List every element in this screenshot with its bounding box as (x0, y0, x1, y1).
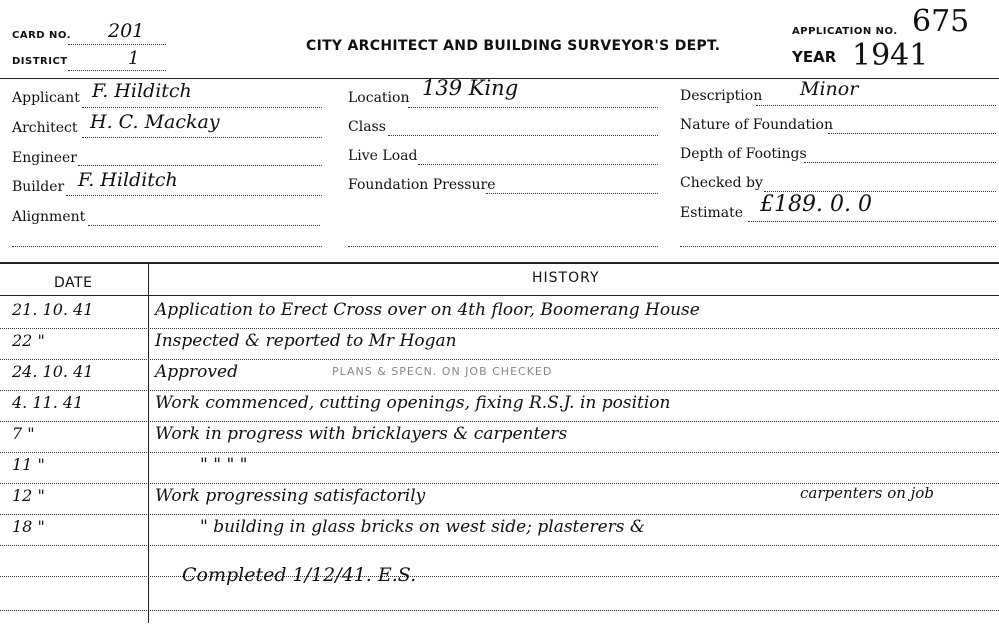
history-date: 21. 10. 41 (12, 300, 94, 319)
architect-label: Architect (12, 120, 78, 136)
card-no-label: CARD NO. (12, 30, 72, 41)
history-row (0, 455, 999, 486)
department-title: CITY ARCHITECT AND BUILDING SURVEYOR'S DEPT. (306, 38, 721, 54)
history-row (0, 486, 999, 517)
history-row (0, 362, 999, 393)
history-date: 7 " (12, 424, 35, 443)
application-no-value: 675 (912, 4, 970, 39)
district-value: 1 (128, 48, 140, 69)
history-entry: Work in progress with bricklayers & carpenters (155, 424, 568, 444)
history-date: 24. 10. 41 (12, 362, 94, 381)
class-label: Class (348, 119, 386, 135)
estimate-value: £189. 0. 0 (760, 192, 872, 217)
alignment-label: Alignment (12, 209, 86, 225)
card-no-value: 201 (108, 20, 145, 42)
applicant-value: F. Hilditch (92, 80, 192, 102)
nature-of-foundation-label: Nature of Foundation (680, 117, 833, 133)
description-value: Minor (800, 78, 859, 100)
stamp-text: PLANS & SPECN. ON JOB CHECKED (332, 365, 553, 378)
history-entry: Approved (155, 362, 238, 382)
history-row (0, 300, 999, 331)
location-label: Location (348, 90, 410, 106)
history-row (0, 424, 999, 455)
checked-by-label: Checked by (680, 175, 763, 191)
history-date: 11 " (12, 455, 45, 474)
history-date: 18 " (12, 517, 45, 536)
history-date: 12 " (12, 486, 45, 505)
engineer-label: Engineer (12, 150, 77, 166)
live-load-label: Live Load (348, 148, 418, 164)
date-column-header: DATE (54, 275, 93, 291)
history-entry: Inspected & reported to Mr Hogan (155, 331, 457, 351)
history-entry: Work commenced, cutting openings, fixing R.S.J. in position (155, 393, 671, 413)
completed-note: Completed 1/12/41. E.S. (182, 564, 417, 586)
applicant-label: Applicant (12, 90, 80, 106)
builder-label: Builder (12, 179, 65, 195)
history-entry: Application to Erect Cross over on 4th floor, Boomerang House (155, 300, 700, 320)
history-row (0, 331, 999, 362)
history-row (0, 548, 999, 579)
year-label: YEAR (792, 48, 837, 66)
history-note: carpenters on job (800, 484, 934, 502)
depth-of-footings-label: Depth of Footings (680, 146, 807, 162)
year-value: 1941 (852, 38, 929, 73)
history-entry: " " " " (200, 455, 248, 475)
foundation-pressure-label: Foundation Pressure (348, 177, 496, 193)
estimate-label: Estimate (680, 205, 744, 221)
location-value: 139 King (422, 76, 519, 100)
history-row (0, 517, 999, 548)
application-no-label: APPLICATION NO. (792, 26, 898, 37)
history-date: 4. 11. 41 (12, 393, 84, 412)
description-label: Description (680, 88, 763, 104)
history-entry: " building in glass bricks on west side; plasterers & (200, 517, 646, 537)
history-entry: Work progressing satisfactorily (155, 486, 426, 506)
district-label: DISTRICT (12, 56, 68, 67)
history-date: 22 " (12, 331, 45, 350)
builder-value: F. Hilditch (78, 169, 178, 191)
architect-value: H. C. Mackay (90, 111, 220, 133)
history-column-header: HISTORY (532, 270, 600, 286)
history-row (0, 393, 999, 424)
